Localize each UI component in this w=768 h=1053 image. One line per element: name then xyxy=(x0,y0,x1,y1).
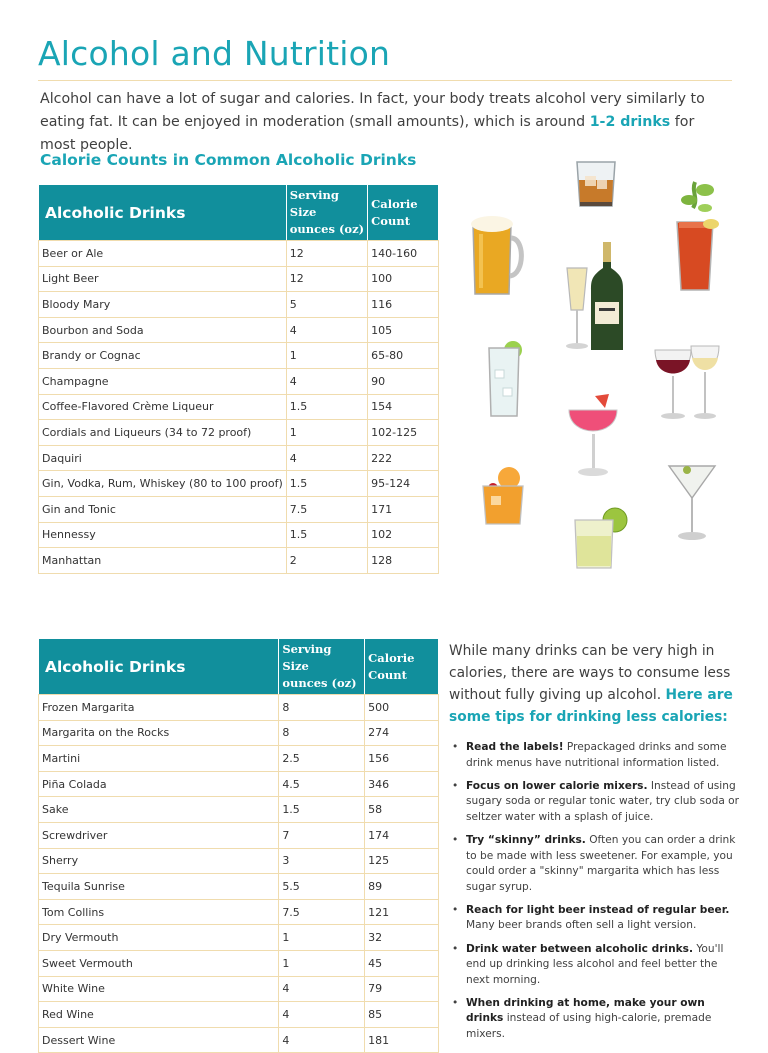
table-row xyxy=(39,925,439,951)
table-row xyxy=(39,746,439,772)
calorie-count-cell: 116 xyxy=(368,292,439,318)
tip-text: Often you can order a drink to be made with less sweetener. For example, you could order a "skinny" margarita which has less sugar syrup. xyxy=(466,833,736,893)
intro-highlight: 1-2 drinks xyxy=(589,114,671,130)
bullet-icon: • xyxy=(452,903,459,916)
table-row xyxy=(39,394,439,420)
tip-item xyxy=(450,779,740,826)
drink-name-cell: Piña Colada xyxy=(39,771,279,797)
calorie-count-cell: 156 xyxy=(365,746,439,772)
serving-size-cell: 1 xyxy=(279,950,365,976)
serving-size-cell: 4.5 xyxy=(279,771,365,797)
wine-glasses-icon xyxy=(651,340,723,424)
table-row xyxy=(39,317,439,343)
table-row xyxy=(39,771,439,797)
calorie-count-cell: 274 xyxy=(365,720,439,746)
serving-size-cell: 7.5 xyxy=(286,496,367,522)
calorie-count-cell: 121 xyxy=(365,899,439,925)
tip-title: When drinking at home, make your own drinks xyxy=(466,996,705,1025)
serving-size-cell: 8 xyxy=(279,720,365,746)
drink-name-cell: Margarita on the Rocks xyxy=(39,720,279,746)
header-serving: Serving Size ounces (oz) xyxy=(286,185,367,241)
drink-name-cell: Sake xyxy=(39,797,279,823)
header-drink: Alcoholic Drinks xyxy=(39,185,287,241)
table-row xyxy=(39,471,439,497)
serving-size-cell: 12 xyxy=(286,266,367,292)
tip-item xyxy=(450,903,740,934)
drink-name-cell: Hennessy xyxy=(39,522,287,548)
tips-intro xyxy=(449,640,739,728)
serving-size-cell: 1 xyxy=(286,420,367,446)
serving-size-cell: 4 xyxy=(279,1027,365,1053)
tips-intro-text: While many drinks can be very high in calories, there are ways to consume less without fully giving up alcohol. xyxy=(449,643,731,703)
table-row xyxy=(39,241,439,267)
tip-item xyxy=(450,996,740,1043)
header-drink: Alcoholic Drinks xyxy=(39,639,279,695)
tip-title: Focus on lower calorie mixers. xyxy=(466,779,648,792)
calorie-count-cell: 89 xyxy=(365,874,439,900)
tip-text: Many beer brands often sell a light version. xyxy=(466,919,697,932)
drinks-illustration xyxy=(455,150,745,580)
drink-name-cell: Beer or Ale xyxy=(39,241,287,267)
drink-name-cell: Daquiri xyxy=(39,445,287,471)
highball-glass-icon xyxy=(483,340,527,420)
table-row xyxy=(39,1027,439,1053)
tip-title: Try “skinny” drinks. xyxy=(466,833,586,846)
table-row xyxy=(39,548,439,574)
calorie-table-2 xyxy=(38,638,439,1053)
table-row xyxy=(39,976,439,1002)
bullet-icon: • xyxy=(452,833,459,846)
drink-name-cell: Sweet Vermouth xyxy=(39,950,279,976)
drink-name-cell: Frozen Margarita xyxy=(39,695,279,721)
champagne-icon xyxy=(561,238,657,356)
tip-title: Reach for light beer instead of regular beer. xyxy=(466,903,730,916)
calorie-count-cell: 171 xyxy=(368,496,439,522)
serving-size-cell: 12 xyxy=(286,241,367,267)
table-row xyxy=(39,368,439,394)
calorie-count-cell: 500 xyxy=(365,695,439,721)
bullet-icon: • xyxy=(452,942,459,955)
drink-name-cell: Dessert Wine xyxy=(39,1027,279,1053)
tip-text: Prepackaged drinks and some drink menus have nutritional information listed. xyxy=(466,741,727,769)
serving-size-cell: 2.5 xyxy=(279,746,365,772)
calorie-count-cell: 181 xyxy=(365,1027,439,1053)
serving-size-cell: 4 xyxy=(279,1002,365,1028)
serving-size-cell: 4 xyxy=(286,368,367,394)
drink-name-cell: Red Wine xyxy=(39,1002,279,1028)
frozen-margarita-icon xyxy=(565,390,623,480)
table-row xyxy=(39,266,439,292)
table-row xyxy=(39,950,439,976)
table-row xyxy=(39,695,439,721)
title-divider xyxy=(38,80,732,81)
table-row xyxy=(39,420,439,446)
table-row xyxy=(39,874,439,900)
table-row xyxy=(39,496,439,522)
serving-size-cell: 1.5 xyxy=(286,522,367,548)
table-row xyxy=(39,445,439,471)
beer-mug-icon xyxy=(467,214,529,298)
bullet-icon: • xyxy=(452,741,459,753)
drink-name-cell: Gin and Tonic xyxy=(39,496,287,522)
table-row xyxy=(39,797,439,823)
header-calories: Calorie Count xyxy=(368,185,439,241)
serving-size-cell: 4 xyxy=(279,976,365,1002)
serving-size-cell: 3 xyxy=(279,848,365,874)
calorie-count-cell: 58 xyxy=(365,797,439,823)
serving-size-cell: 1 xyxy=(286,343,367,369)
drink-name-cell: Champagne xyxy=(39,368,287,394)
calorie-count-cell: 346 xyxy=(365,771,439,797)
calorie-count-cell: 140-160 xyxy=(368,241,439,267)
table-header-row xyxy=(39,185,439,241)
drink-name-cell: Bourbon and Soda xyxy=(39,317,287,343)
serving-size-cell: 7.5 xyxy=(279,899,365,925)
serving-size-cell: 4 xyxy=(286,445,367,471)
calorie-count-cell: 85 xyxy=(365,1002,439,1028)
calorie-count-cell: 174 xyxy=(365,822,439,848)
tip-item xyxy=(450,740,740,771)
calorie-count-cell: 32 xyxy=(365,925,439,951)
calorie-count-cell: 90 xyxy=(368,368,439,394)
intro-text-end: for most people. xyxy=(40,114,695,153)
serving-size-cell: 1 xyxy=(279,925,365,951)
table-row xyxy=(39,292,439,318)
serving-size-cell: 5 xyxy=(286,292,367,318)
table-row xyxy=(39,899,439,925)
calorie-count-cell: 79 xyxy=(365,976,439,1002)
calorie-count-cell: 128 xyxy=(368,548,439,574)
serving-size-cell: 1.5 xyxy=(286,471,367,497)
bloody-mary-icon xyxy=(669,178,723,296)
whiskey-glass-icon xyxy=(573,156,619,210)
drink-name-cell: White Wine xyxy=(39,976,279,1002)
calorie-count-cell: 154 xyxy=(368,394,439,420)
table-header-row xyxy=(39,639,439,695)
drink-name-cell: Martini xyxy=(39,746,279,772)
calorie-table-1 xyxy=(38,184,439,574)
serving-size-cell: 7 xyxy=(279,822,365,848)
table-row xyxy=(39,848,439,874)
drink-name-cell: Cordials and Liqueurs (34 to 72 proof) xyxy=(39,420,287,446)
table-row xyxy=(39,343,439,369)
tip-item xyxy=(450,833,740,895)
table-row xyxy=(39,522,439,548)
tips-intro-highlight: Here are some tips for drinking less calories: xyxy=(449,687,733,725)
serving-size-cell: 1.5 xyxy=(286,394,367,420)
tip-text: You'll end up drinking less alcohol and feel better the next morning. xyxy=(466,942,724,986)
calorie-count-cell: 100 xyxy=(368,266,439,292)
drink-name-cell: Manhattan xyxy=(39,548,287,574)
tips-list xyxy=(450,740,740,1050)
drink-name-cell: Gin, Vodka, Rum, Whiskey (80 to 100 proof) xyxy=(39,471,287,497)
tip-text: instead of using high-calorie, premade mixers. xyxy=(466,1012,712,1040)
serving-size-cell: 4 xyxy=(286,317,367,343)
serving-size-cell: 1.5 xyxy=(279,797,365,823)
drink-name-cell: Light Beer xyxy=(39,266,287,292)
martini-glass-icon xyxy=(665,458,719,544)
tip-text: Instead of using sugary soda or regular tonic water, try club soda or seltzer water with a splash of juice. xyxy=(466,779,740,823)
calorie-count-cell: 102-125 xyxy=(368,420,439,446)
old-fashioned-icon xyxy=(479,466,527,528)
tip-item xyxy=(450,942,740,989)
calorie-count-cell: 222 xyxy=(368,445,439,471)
calorie-count-cell: 95-124 xyxy=(368,471,439,497)
table-row xyxy=(39,822,439,848)
drink-name-cell: Tom Collins xyxy=(39,899,279,925)
serving-size-cell: 2 xyxy=(286,548,367,574)
drink-name-cell: Dry Vermouth xyxy=(39,925,279,951)
intro-text: Alcohol can have a lot of sugar and calories. In fact, your body treats alcohol very similarly to eating fat. It can be enjoyed in moderation (small amounts), which is around xyxy=(40,91,705,130)
table-row xyxy=(39,720,439,746)
drink-name-cell: Screwdriver xyxy=(39,822,279,848)
section-heading: Calorie Counts in Common Alcoholic Drinks xyxy=(40,151,417,169)
drink-name-cell: Sherry xyxy=(39,848,279,874)
drink-name-cell: Bloody Mary xyxy=(39,292,287,318)
calorie-count-cell: 65-80 xyxy=(368,343,439,369)
page-title: Alcohol and Nutrition xyxy=(38,34,391,73)
bullet-icon: • xyxy=(452,996,459,1009)
tip-title: Read the labels! xyxy=(466,741,564,753)
serving-size-cell: 8 xyxy=(279,695,365,721)
drink-name-cell: Coffee-Flavored Crème Liqueur xyxy=(39,394,287,420)
table-row xyxy=(39,1002,439,1028)
serving-size-cell: 5.5 xyxy=(279,874,365,900)
calorie-count-cell: 105 xyxy=(368,317,439,343)
margarita-rocks-icon xyxy=(571,506,633,572)
header-serving: Serving Size ounces (oz) xyxy=(279,639,365,695)
drink-name-cell: Brandy or Cognac xyxy=(39,343,287,369)
calorie-count-cell: 45 xyxy=(365,950,439,976)
calorie-count-cell: 125 xyxy=(365,848,439,874)
bullet-icon: • xyxy=(452,779,459,792)
tip-title: Drink water between alcoholic drinks. xyxy=(466,942,693,955)
header-calories: Calorie Count xyxy=(365,639,439,695)
calorie-count-cell: 102 xyxy=(368,522,439,548)
drink-name-cell: Tequila Sunrise xyxy=(39,874,279,900)
intro-paragraph xyxy=(40,88,730,157)
